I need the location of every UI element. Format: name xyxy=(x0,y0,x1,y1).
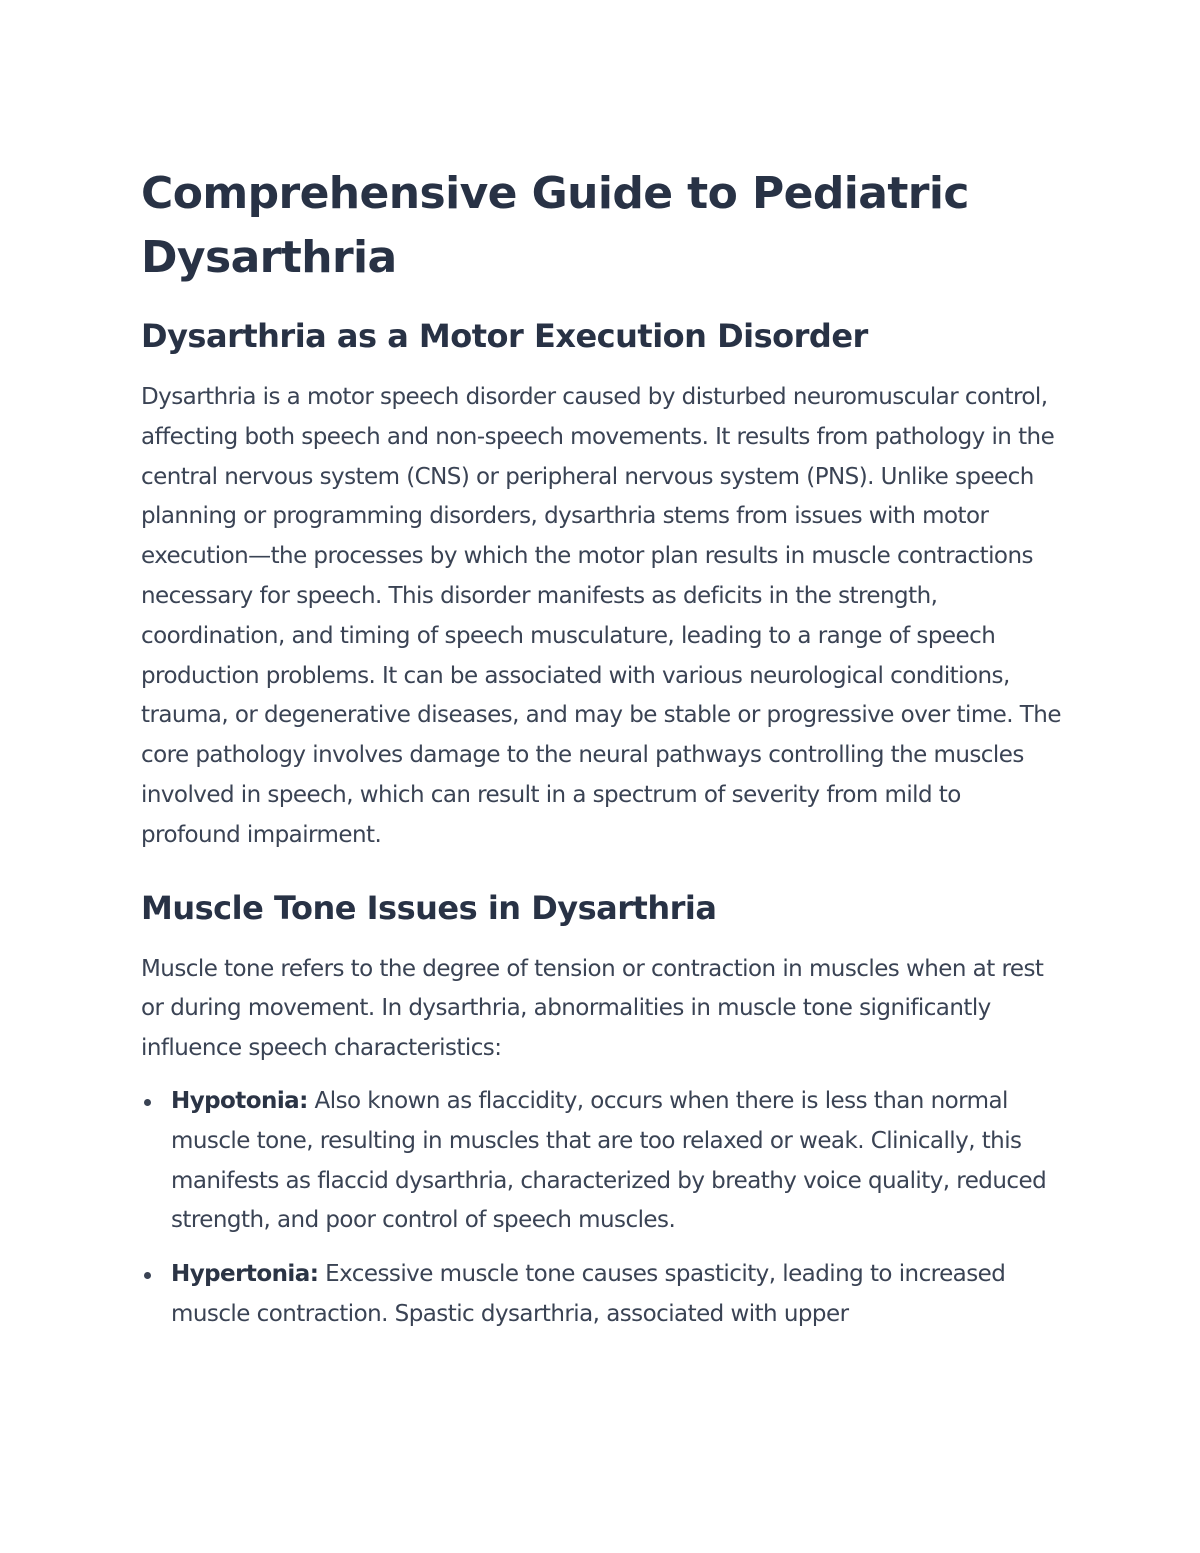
bullet-icon xyxy=(144,1099,151,1106)
list-item-term: Hypotonia: xyxy=(171,1087,308,1114)
section-paragraph-muscle-tone: Muscle tone refers to the degree of tension or contraction in muscles when at rest or during movement. In dysarthria, abnormalities in muscle tone significantly influence speech characteristics: xyxy=(141,955,1044,1062)
section-paragraph-motor-execution: Dysarthria is a motor speech disorder caused by disturbed neuromuscular control, affecting both speech and non-speech movements. It results from pathology in the central nervous system (CNS) or peripheral nervous system (PNS). Unlike speech planning or programming disorders, dysarthria stems from issues with motor execution—the processes by which the motor plan results in muscle contractions necessary for speech. This disorder manifests as deficits in the strength, coordination, and timing of speech musculature, leading to a range of speech production problems. It can be associated with various neurological conditions, trauma, or degenerative diseases, and may be stable or progressive over time. The core pathology involves damage to the neural pathways controlling the muscles involved in speech, which can result in a spectrum of severity from mild to profound impairment. xyxy=(141,384,1061,848)
document-title: Comprehensive Guide to Pediatric Dysarthria xyxy=(141,168,969,283)
bullet-icon xyxy=(144,1272,151,1279)
list-item-term: Hypertonia: xyxy=(171,1261,319,1288)
muscle-tone-list xyxy=(141,1082,1066,1335)
list-item-text: Also known as flaccidity, occurs when there is less than normal muscle tone, resulting in muscles that are too relaxed or weak. Clinically, this manifests as flaccid dysarthria, characterized by breathy voice quality, reduced strength, and poor control of speech muscles. xyxy=(171,1087,1047,1234)
section-heading-muscle-tone: Muscle Tone Issues in Dysarthria xyxy=(141,888,717,927)
section-heading-motor-execution: Dysarthria as a Motor Execution Disorder xyxy=(141,317,868,355)
document-page xyxy=(141,162,1066,1349)
list-item-hypertonia xyxy=(141,1255,1066,1335)
list-item-hypotonia xyxy=(141,1082,1066,1241)
list-item-text: Excessive muscle tone causes spasticity, leading to increased muscle contraction. Spastic dysarthria, associated with upper xyxy=(171,1261,1006,1327)
